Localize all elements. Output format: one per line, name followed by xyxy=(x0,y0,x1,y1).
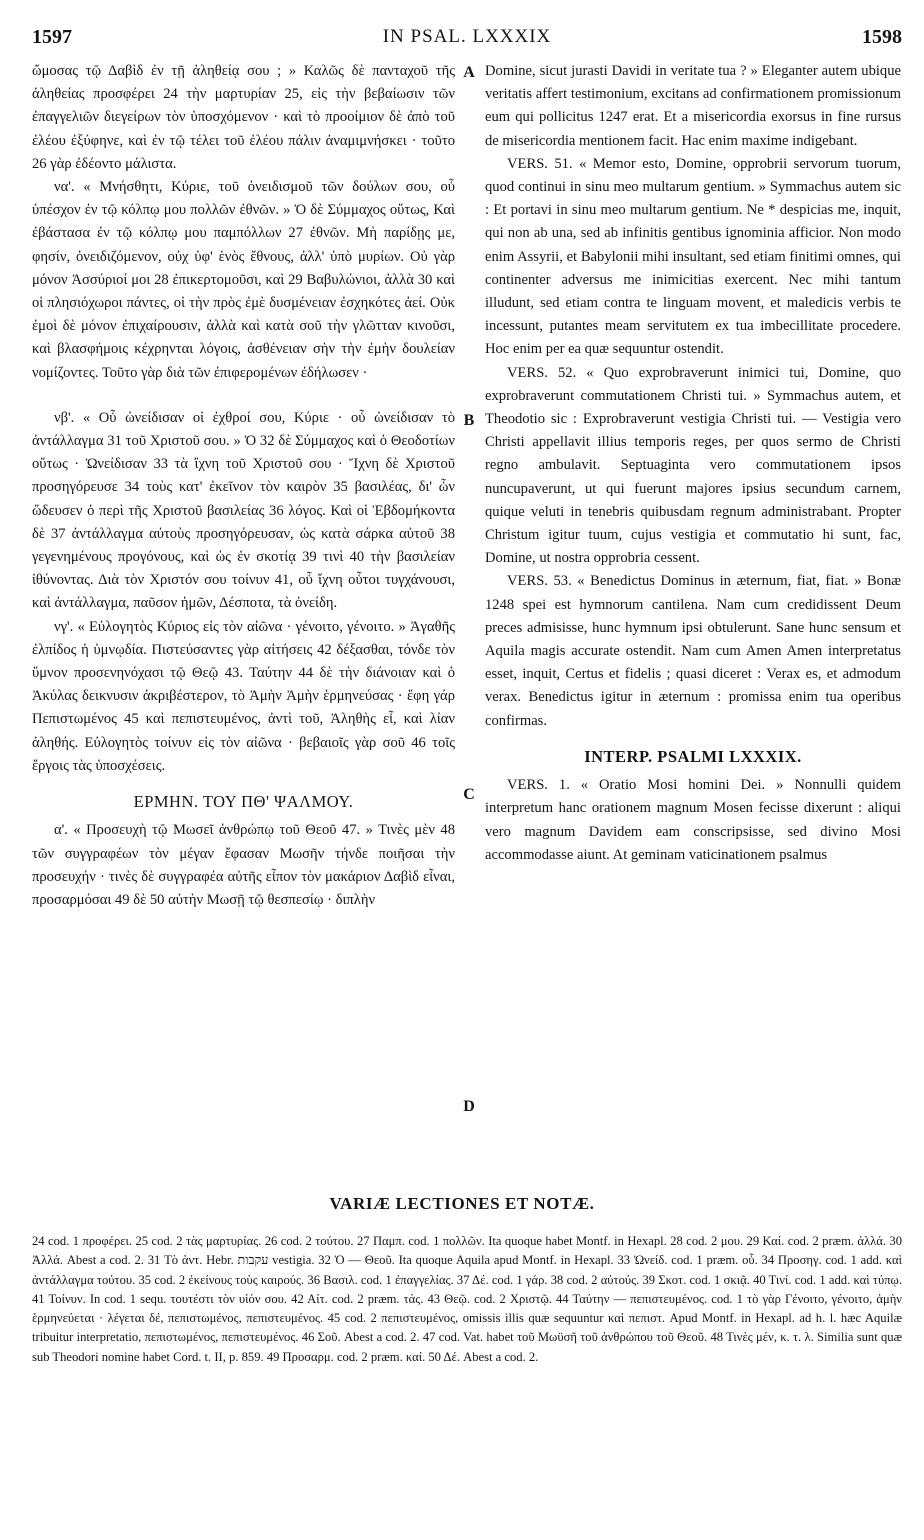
page-number-right: 1598 xyxy=(862,26,902,48)
footnotes-text: 24 cod. 1 προφέρει. 25 cod. 2 τὰς μαρτυρίας. 26 cod. 2 τούτου. 27 Παμπ. cod. 1 πολλῶν. Ita quoque habet Montf. in Hexapl. 28 cod. 2 μου. 29 Καί. cod. 2 præm. ἀλλά. 30 Ἀλλά. Abest a cod. 2. 31 Τὸ ἀντ. Hebr. עקבות vestigia. 32 Ὁ — Θεοῦ. Ita quoque Aquila apud Montf. in Hexapl. 33 Ὠνείδ. cod. 1 præm. οὗ. 34 Προσηγ. cod. 1 add. καὶ ἀντάλλαγμα τούτου. 35 cod. 2 ἐκείνους τοὺς καιρούς. 36 Βασιλ. cod. 1 ἐπαγγελίας. 37 Δέ. cod. 1 γάρ. 38 cod. 2 αὐτούς. 39 Σκοτ. cod. 1 σκιᾷ. 40 Τινί. cod. 1 add. καὶ τύπῳ. 41 Τοίνυν. In cod. 1 sequ. τουτέστι τὸν υἱόν σου. 42 Αἰτ. cod. 2 præm. τάς. 43 Θεῷ. cod. 2 Χριστῷ. 44 Ταύτην — πεπιστευμένος. cod. 1 τὸ γὰρ Γένοιτο, γένοιτο, ἀμὴν ἑρμηνεύεται · λέγεται δέ, πεπιστωμένος, πεπιστευμένος. 45 cod. 2 πεπιστευμένος, omissis illis quæ sequuntur καὶ πεπιστ. Apud Montf. in Hexapl. ad h. l. hæc Aquilæ tribuitur interpretatio, πεπιστωμένος, πεπιστευμένος. 46 Σοῦ. Abest a cod. 2. 47 cod. Vat. habet τοῦ Μωϋσῆ τοῦ ἀνθρώπου τοῦ Θεοῦ. 48 Τινὲς μέν, κ. τ. λ. Similia sunt quæ sub Theodori nomine habet Cord. t. II, p. 859. 49 Προσαρμ. cod. 2 præm. καί. 50 Δέ. Abest a cod. 2. xyxy=(32,1234,902,1364)
greek-paragraph: νγ'. « Εὐλογητὸς Κύριος εἰς τὸν αἰῶνα · γένοιτο, γένοιτο. » Ἀγαθῆς ἐλπίδος ἡ ὑμνῳδία. Πιστεύσαντες γὰρ αἰτήσεις 42 δέξασθαι, τόνδε τὸν ὕμνον προσενηνόχασι τῷ Θεῷ 43. Ταύτην 44 δὲ τὴν διάνοιαν καὶ ὁ Ἀκύλας δεικνυσιν ἀκριβέστερον, τὸ Ἀμὴν Ἀμὴν ἑρμηνεύσας · ἔφη γάρ Πεπιστωμένος 45 καὶ πεπιστευμένος, ἀντὶ τοῦ, Ἀληθὴς εἶ, καὶ λίαν ἀληθής. Εὐλογητὸς τοίνυν εἰς τὸν αἰῶνα · βεβαιοῖς γὰρ σοῦ 46 τοῖς ἔργοις τὰς ὑποσχέσεις. xyxy=(32,618,455,774)
margin-marker-a: A xyxy=(463,64,475,81)
latin-paragraph: VERS. 1. « Oratio Mosi homini Dei. » Nonnulli quidem interpretum hanc orationem magnum Mosen fecisse dixerunt : aliqui vero magnum Davidem eam conscripsisse, sed divino Mosi accommodasse aiunt. At geminam vaticinationem psalmus xyxy=(485,777,901,863)
margin-marker-b: B xyxy=(463,412,475,429)
greek-paragraph: νβ'. « Οὗ ὠνείδισαν οἱ ἐχθροί σου, Κύριε · οὗ ὠνείδισαν τὸ ἀντάλλαγμα 31 τοῦ Χριστοῦ σου. » Ὁ 32 δὲ Σύμμαχος καὶ ὁ Θεοδοτίων οὕτως · Ὠνείδισαν 33 τὰ ἴχνη τοῦ Χριστοῦ σου · Ἴχνη δὲ Χριστοῦ προσηγόρευσε 34 τοὺς κατ' ἐκεῖνον τὸν καιρὸν 35 βασιλέας, δι' ὧν ὥδευσεν ὁ περὶ τῆς Χριστοῦ βασιλείας 36 λόγος. Καὶ οἱ Ἑβδομήκοντα δὲ 37 ἀντάλλαγμα αὐτοὺς προσηγόρευσαν, ὡς κατὰ σάρκα αὐτοῦ 38 γεγενημένους προγόνους, καὶ ὡς ἐν σκοτίᾳ 39 τινὶ 40 τὴν βασιλείαν ἰθύνοντας. Διὰ τὸν Χριστόν σου τοίνυν 41, οὗ ἴχνη οὗτοι τυγχάνουσι, καὶ ἀντάλλαγμα, παῦσον ἡμῶν, Δέσποτα, τὰ ὀνείδη. xyxy=(32,409,455,612)
latin-paragraph: VERS. 52. « Quo exprobraverunt inimici tui, Domine, quo exprobraverunt commutationem Christi tui. » Symmachus autem, et Theodotio sic : Exprobraverunt vestigia Christi tui. — Vestigia vero Christi appellavit illius temporis reges, per quos sermo de Christi regno ambulavit. Septuaginta vero commutationem ipsos nuncupaverunt, ut qui fuerunt majores ipsius secundum carnem, quique veluti in tenebris quibusdam regnum administrabant. Propter Christum igitur tuum, cujus vestigia et commutatio hi sunt, fac, Domine, ut nostra opprobria cessent. xyxy=(485,364,901,567)
running-header xyxy=(32,26,902,54)
greek-paragraph: α'. « Προσευχὴ τῷ Μωσεῖ ἀνθρώπῳ τοῦ Θεοῦ 47. » Τινὲς μὲν 48 τῶν συγγραφέων τὸν μέγαν ἔφασαν Μωσῆν τήνδε ποιῆσαι τὴν προσευχήν · τινὲς δὲ συγγραφέα αὐτῆς εἶπον τὸν μακάριον Δαβὶδ εἶναι, προσαρμόσαι 49 δὲ 50 αὐτὴν Μωσῇ τῷ θεσπεσίῳ · διπλὴν xyxy=(32,822,455,908)
margin-marker-d: D xyxy=(463,1098,475,1115)
latin-paragraph: VERS. 53. « Benedictus Dominus in æternum, fiat, fiat. » Bonæ 1248 spei est hymnorum cantilena. Nam cum credidissent Deum preces admisisse, hunc hymnum ipsi obtulerunt. Sane hunc sensum et Aquila magis accurate ostendit. Nam cum Amen Amen interpretatus esset, inquit, Certus et fidelis ; quasi diceret : Verax es, et admodum verax. Benedictus igitur in æternum : promissa enim tua operibus confirmas. xyxy=(485,573,901,729)
greek-column xyxy=(32,60,455,912)
latin-section-heading: INTERP. PSALMI LXXXIX. xyxy=(584,746,802,766)
latin-column xyxy=(485,60,901,867)
latin-paragraph: VERS. 51. « Memor esto, Domine, opprobrii servorum tuorum, quod continui in sinu meo multarum gentium. » Symmachus autem sic : Et portavi in sinu meo multarum gentium. Ne * despicias me, inquit, qui non ab una, sed ab infinitis gentibus ignominia afficior. Non modo enim Assyrii, et Babylonii mihi insultant, sed etiam finitimi omnes, qui continenter adversus me inimicitias exercent. Nec mihi tantum illudunt, sed etiam contra te linguam movent, et maledicis verbis te incessunt, putantes meam servitutem ex tua imbecillitate procedere. Hoc enim per ea quæ sequuntur ostendit. xyxy=(485,155,901,358)
latin-paragraph: Domine, sicut jurasti Davidi in veritate tua ? » Eleganter autem ubique veritatis affert testimonium, excitans ad confirmationem promissionum eum qui pollicitus 1247 erat. Et a misericordia exorsus in fine rursus de misericordia mentionem facit. Hac enim maxime indigebant. xyxy=(485,63,901,149)
greek-paragraph: ὤμοσας τῷ Δαβὶδ ἐν τῇ ἀληθείᾳ σου ; » Καλῶς δὲ πανταχοῦ τῆς ἀληθείας προσφέρει 24 τὴν μαρτυρίαν 25, εἰς τὴν βεβαίωσιν τῶν ἐπαγγελιῶν διεγείρων τὸν ὑποσχόμενον · καὶ τὸ προοίμιον δὲ ἀπὸ τοῦ ἐλέου ἐξύφηνε, καὶ ἐν τῷ τέλει τοῦ ἐλέου πάλιν ἀναμιμνήσκει · τοῦτο 26 γὰρ ἐδέοντο μάλιστα. xyxy=(32,63,455,172)
notes-heading: VARIÆ LECTIONES ET NOTÆ. xyxy=(329,1194,595,1213)
margin-marker-c: C xyxy=(463,786,475,803)
footnotes xyxy=(32,1232,902,1367)
greek-section-heading: ΕΡΜΗΝ. ΤΟΥ ΠΘ' ΨΑΛΜΟΥ. xyxy=(133,792,354,812)
running-title: IN PSAL. LXXXIX xyxy=(382,26,552,47)
page-number-left: 1597 xyxy=(32,26,72,48)
greek-paragraph: να'. « Μνήσθητι, Κύριε, τοῦ ὀνειδισμοῦ τῶν δούλων σου, οὗ ὑπέσχον ἐν τῷ κόλπῳ μου πολλῶν ἐθνῶν. » Ὁ δὲ Σύμμαχος οὕτως, Καὶ ἐβάστασα ἐν τῷ κόλπῳ μου παμπόλλων 27 ἐθνῶν. Μὴ παρίδῃς με, φησίν, ὀνειδιζόμενον, οὐχ ὑφ' ἑνὸς ἔθνους, ἀλλ' ὑπὸ μυρίων. Οὐ γὰρ μόνον Ἀσσύριοί μοι 28 ἐπικερτομοῦσι, καὶ 29 Βαβυλώνιοι, ἀλλὰ 30 καὶ οἱ πλησιόχωροι πάντες, οἱ τὴν πρὸς ἐμὲ δυσμένειαν ἐσχηκότες ἀεί. Οὐκ ἐμοὶ δὲ μόνον ἐπιχαίρουσιν, ἀλλὰ καὶ κατὰ σοῦ τὴν γλῶτταν κινοῦσι, καὶ βλασφήμοις κέχρηνται λόγοις, ἀσθένειαν σὴν τὴν ἐμὴν δουλείαν νομίζοντες. Τοῦτο γὰρ διὰ τῶν ἐπιφερομένων ἐδήλωσεν · xyxy=(32,179,455,381)
